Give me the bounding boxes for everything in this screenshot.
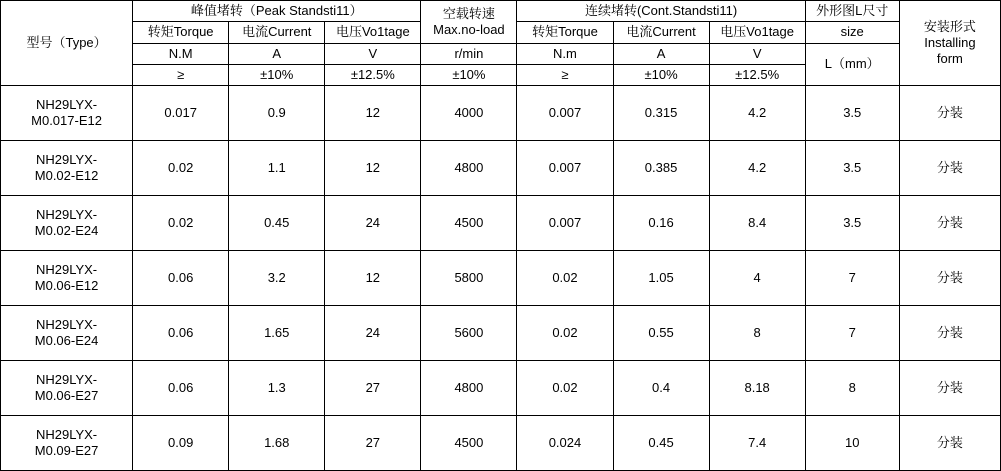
cell-no-load-speed: 5800	[421, 251, 517, 306]
cell-peak-voltage: 24	[325, 306, 421, 361]
cell-cont-voltage: 8.18	[709, 361, 805, 416]
cell-type-model	[1, 196, 133, 251]
cell-size-l: 8	[805, 361, 899, 416]
cell-peak-voltage: 12	[325, 251, 421, 306]
table-row	[1, 141, 1001, 196]
cell-size-l: 3.5	[805, 86, 899, 141]
cell-peak-voltage: 27	[325, 416, 421, 471]
header-peak-torque: 转矩Torque	[133, 22, 229, 43]
tolerance-cont-torque: ≥	[517, 64, 613, 85]
model-line1: NH29LYX-	[35, 426, 98, 442]
cell-no-load-speed: 4800	[421, 361, 517, 416]
model-line2: M0.06-E27	[34, 388, 99, 403]
cell-no-load-speed: 4800	[421, 141, 517, 196]
cell-peak-voltage: 12	[325, 86, 421, 141]
cell-peak-voltage: 12	[325, 141, 421, 196]
unit-peak-torque: N.M	[133, 43, 229, 64]
cell-size-l: 10	[805, 416, 899, 471]
cell-peak-current: 1.3	[229, 361, 325, 416]
cell-type-model	[1, 141, 133, 196]
model-line1: NH29LYX-	[35, 206, 98, 222]
cell-cont-current: 0.16	[613, 196, 709, 251]
cell-peak-torque: 0.02	[133, 196, 229, 251]
header-peak-current: 电流Current	[229, 22, 325, 43]
cell-cont-voltage: 7.4	[709, 416, 805, 471]
unit-size-l-mm: L（mm）	[805, 43, 899, 86]
unit-no-load: r/min	[421, 43, 517, 64]
cell-type-model	[1, 416, 133, 471]
cell-cont-current: 0.4	[613, 361, 709, 416]
cell-installing-form: 分装	[899, 416, 1000, 471]
unit-cont-current: A	[613, 43, 709, 64]
cell-type-model	[1, 361, 133, 416]
cell-cont-current: 0.55	[613, 306, 709, 361]
cell-peak-current: 1.1	[229, 141, 325, 196]
model-line2: M0.06-E12	[34, 278, 99, 293]
table-row	[1, 416, 1001, 471]
tolerance-cont-voltage: ±12.5%	[709, 64, 805, 85]
model-line2: M0.02-E24	[34, 223, 99, 238]
table-row	[1, 306, 1001, 361]
header-size: size	[805, 22, 899, 43]
cell-peak-voltage: 24	[325, 196, 421, 251]
model-line1: NH29LYX-	[35, 316, 98, 332]
model-line1: NH29LYX-	[35, 151, 98, 167]
header-group-no-load-speed	[421, 1, 517, 44]
tolerance-no-load: ±10%	[421, 64, 517, 85]
cell-type-model	[1, 306, 133, 361]
model-line2: M0.09-E27	[34, 443, 99, 458]
cell-no-load-speed: 4000	[421, 86, 517, 141]
header-no-load-line2: Max.no-load	[433, 21, 505, 37]
header-install-line3: form	[936, 51, 963, 67]
cell-peak-torque: 0.06	[133, 306, 229, 361]
cell-peak-voltage: 27	[325, 361, 421, 416]
cell-cont-torque: 0.02	[517, 361, 613, 416]
header-group-outline-l: 外形图L尺寸	[805, 1, 899, 22]
table-header	[1, 1, 1001, 86]
table-row	[1, 86, 1001, 141]
unit-cont-voltage: V	[709, 43, 805, 64]
model-line1: NH29LYX-	[35, 96, 98, 112]
cell-size-l: 7	[805, 306, 899, 361]
header-installing-form	[899, 1, 1000, 86]
cell-peak-current: 0.45	[229, 196, 325, 251]
cell-cont-voltage: 4	[709, 251, 805, 306]
cell-cont-torque: 0.007	[517, 86, 613, 141]
tolerance-cont-current: ±10%	[613, 64, 709, 85]
model-line2: M0.017-E12	[31, 113, 102, 128]
cell-size-l: 3.5	[805, 196, 899, 251]
table-row	[1, 251, 1001, 306]
cell-no-load-speed: 5600	[421, 306, 517, 361]
cell-cont-current: 0.315	[613, 86, 709, 141]
model-line1: NH29LYX-	[35, 261, 98, 277]
table-row	[1, 361, 1001, 416]
cell-cont-current: 1.05	[613, 251, 709, 306]
unit-peak-voltage: V	[325, 43, 421, 64]
header-install-line1: 安装形式	[923, 18, 976, 34]
cell-peak-torque: 0.017	[133, 86, 229, 141]
header-install-line2: Installing	[924, 34, 976, 50]
model-line1: NH29LYX-	[35, 371, 98, 387]
cell-type-model	[1, 86, 133, 141]
cell-size-l: 3.5	[805, 141, 899, 196]
cell-cont-current: 0.45	[613, 416, 709, 471]
cell-installing-form: 分装	[899, 306, 1000, 361]
cell-cont-voltage: 8	[709, 306, 805, 361]
cell-peak-torque: 0.06	[133, 361, 229, 416]
table-body	[1, 86, 1001, 471]
cell-installing-form: 分装	[899, 86, 1000, 141]
cell-installing-form: 分装	[899, 361, 1000, 416]
cell-cont-voltage: 4.2	[709, 86, 805, 141]
cell-size-l: 7	[805, 251, 899, 306]
header-group-peak-standstill: 峰值堵转（Peak Standsti11）	[133, 1, 421, 22]
cell-peak-torque: 0.09	[133, 416, 229, 471]
model-line2: M0.06-E24	[34, 333, 99, 348]
unit-peak-current: A	[229, 43, 325, 64]
tolerance-peak-current: ±10%	[229, 64, 325, 85]
cell-cont-torque: 0.024	[517, 416, 613, 471]
cell-peak-current: 0.9	[229, 86, 325, 141]
cell-no-load-speed: 4500	[421, 196, 517, 251]
header-row-groups	[1, 1, 1001, 22]
cell-cont-torque: 0.02	[517, 306, 613, 361]
tolerance-peak-torque: ≥	[133, 64, 229, 85]
header-row-units	[1, 43, 1001, 64]
cell-no-load-speed: 4500	[421, 416, 517, 471]
header-no-load-line1: 空载转速	[442, 5, 495, 21]
cell-peak-torque: 0.02	[133, 141, 229, 196]
model-line2: M0.02-E12	[34, 168, 99, 183]
cell-peak-current: 1.68	[229, 416, 325, 471]
cell-installing-form: 分装	[899, 141, 1000, 196]
header-cont-torque: 转矩Torque	[517, 22, 613, 43]
cell-type-model	[1, 251, 133, 306]
cell-cont-torque: 0.007	[517, 196, 613, 251]
cell-cont-voltage: 8.4	[709, 196, 805, 251]
cell-peak-current: 3.2	[229, 251, 325, 306]
header-peak-voltage: 电压Vo1tage	[325, 22, 421, 43]
table-row	[1, 196, 1001, 251]
cell-installing-form: 分装	[899, 251, 1000, 306]
cell-cont-torque: 0.007	[517, 141, 613, 196]
header-group-cont-standstill: 连续堵转(Cont.Standsti11)	[517, 1, 805, 22]
header-type: 型号（Type）	[1, 1, 133, 86]
cell-cont-current: 0.385	[613, 141, 709, 196]
header-cont-current: 电流Current	[613, 22, 709, 43]
unit-cont-torque: N.m	[517, 43, 613, 64]
tolerance-peak-voltage: ±12.5%	[325, 64, 421, 85]
cell-peak-current: 1.65	[229, 306, 325, 361]
cell-cont-voltage: 4.2	[709, 141, 805, 196]
cell-installing-form: 分装	[899, 196, 1000, 251]
cell-peak-torque: 0.06	[133, 251, 229, 306]
header-cont-voltage: 电压Vo1tage	[709, 22, 805, 43]
cell-cont-torque: 0.02	[517, 251, 613, 306]
